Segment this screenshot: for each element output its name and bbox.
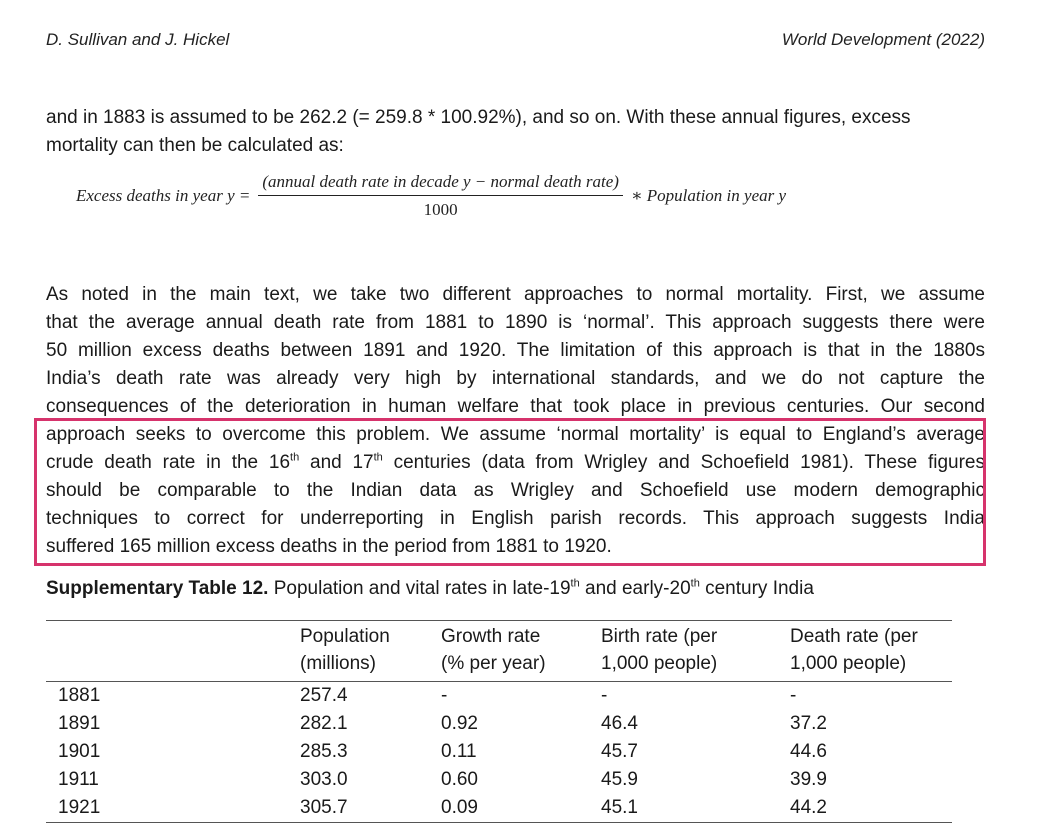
population-vital-rates-table [46,620,952,823]
paragraph-line: consequences of the deterioration in human welfare that took place in previous centuries. Our second [46,396,985,417]
intro-line: and in 1883 is assumed to be 262.2 (= 259.8 * 100.92%), and so on. With these annual figures, excess [46,107,911,128]
table-caption-label: Supplementary Table 12. [46,578,269,599]
table-row [46,682,952,711]
cell-year: 1901 [58,741,101,762]
cell-death-rate: 44.2 [790,794,952,823]
cell-death-rate: 44.6 [790,741,827,762]
body-paragraph [46,281,985,561]
cell-population: 305.7 [300,794,441,823]
header-journal: World Development (2022) [781,30,985,49]
cell-birth-rate: 45.1 [601,794,790,823]
table-header-row [46,621,952,682]
paragraph-line: approach seeks to overcome this problem. We assume ‘normal mortality’ is equal to England’s average [46,424,985,445]
column-header-death-rate [790,621,952,682]
header-line: Death rate (per [790,626,918,647]
column-header-year [46,621,300,682]
cell-growth-rate: 0.11 [441,741,477,762]
cell-growth-rate: 0.92 [441,713,478,734]
cell-population: 257.4 [300,685,348,706]
header-line: Growth rate [441,626,541,647]
excess-deaths-equation [76,172,956,220]
paragraph-line: techniques to correct for underreporting in English parish records. This approach suggests India [46,508,985,529]
equation-lhs: Excess deaths in year y = [76,186,251,205]
header-line: (% per year) [441,653,546,674]
paragraph-line: India’s death rate was already very high by international standards, and we do not capture the [46,368,985,389]
paragraph-line: As noted in the main text, we take two different approaches to normal mortality. First, we assume [46,284,985,305]
cell-death-rate: 39.9 [790,769,827,790]
table-caption [46,578,814,600]
equation-rhs: ∗ Population in year y [630,186,787,205]
cell-population: 303.0 [300,769,348,790]
superscript: th [570,577,580,590]
column-header-growth-rate [441,621,601,682]
paragraph-line: suffered 165 million excess deaths in the period from 1881 to 1920. [46,536,612,557]
cell-population: 282.1 [300,713,348,734]
paragraph-line [46,449,985,477]
intro-line: mortality can then be calculated as: [46,135,344,156]
superscript: th [690,577,700,590]
header-authors: D. Sullivan and J. Hickel [46,30,230,49]
cell-birth-rate: - [601,685,608,706]
superscript: th [290,451,300,464]
table-row [46,794,952,823]
caption-text: century India [699,578,814,599]
cell-birth-rate: 46.4 [601,713,638,734]
intro-paragraph [46,104,985,160]
table-row [46,738,952,766]
paragraph-line: that the average annual death rate from 1881 to 1890 is ‘normal’. This approach suggests there were [46,312,985,333]
cell-year: 1921 [46,794,300,823]
table-row [46,766,952,794]
cell-growth-rate: 0.60 [441,769,478,790]
header-line: 1,000 people) [790,653,907,674]
caption-text: and early-20 [579,578,691,599]
superscript: th [373,451,383,464]
running-header [46,30,985,50]
cell-growth-rate: - [441,685,448,706]
equation-fraction [258,172,623,220]
equation-numerator: (annual death rate in decade y − normal death rate) [258,172,623,196]
table-row [46,710,952,738]
cell-death-rate: - [790,685,797,706]
header-line: (millions) [300,653,376,674]
paragraph-line: should be comparable to the Indian data as Wrigley and Schoefield use modern demographic [46,480,985,501]
line-text: centuries (data from Wrigley and Schoefield 1981). These figures [382,452,985,473]
header-line: 1,000 people) [601,653,718,674]
cell-year: 1881 [58,685,101,706]
column-header-population [300,621,441,682]
cell-birth-rate: 45.9 [601,769,638,790]
cell-population: 285.3 [300,741,348,762]
cell-growth-rate: 0.09 [441,794,601,823]
cell-year: 1891 [58,713,101,734]
cell-birth-rate: 45.7 [601,741,638,762]
cell-death-rate: 37.2 [790,713,827,734]
line-text: and 17 [299,452,374,473]
header-line: Birth rate (per [601,626,718,647]
cell-year: 1911 [58,769,99,790]
equation-denominator: 1000 [423,200,458,219]
line-text: crude death rate in the 16 [46,452,291,473]
header-line: Population [300,626,390,647]
column-header-birth-rate [601,621,790,682]
paragraph-line: 50 million excess deaths between 1891 and 1920. The limitation of this approach is that in the 1880s [46,340,985,361]
caption-text: Population and vital rates in late-19 [268,578,571,599]
